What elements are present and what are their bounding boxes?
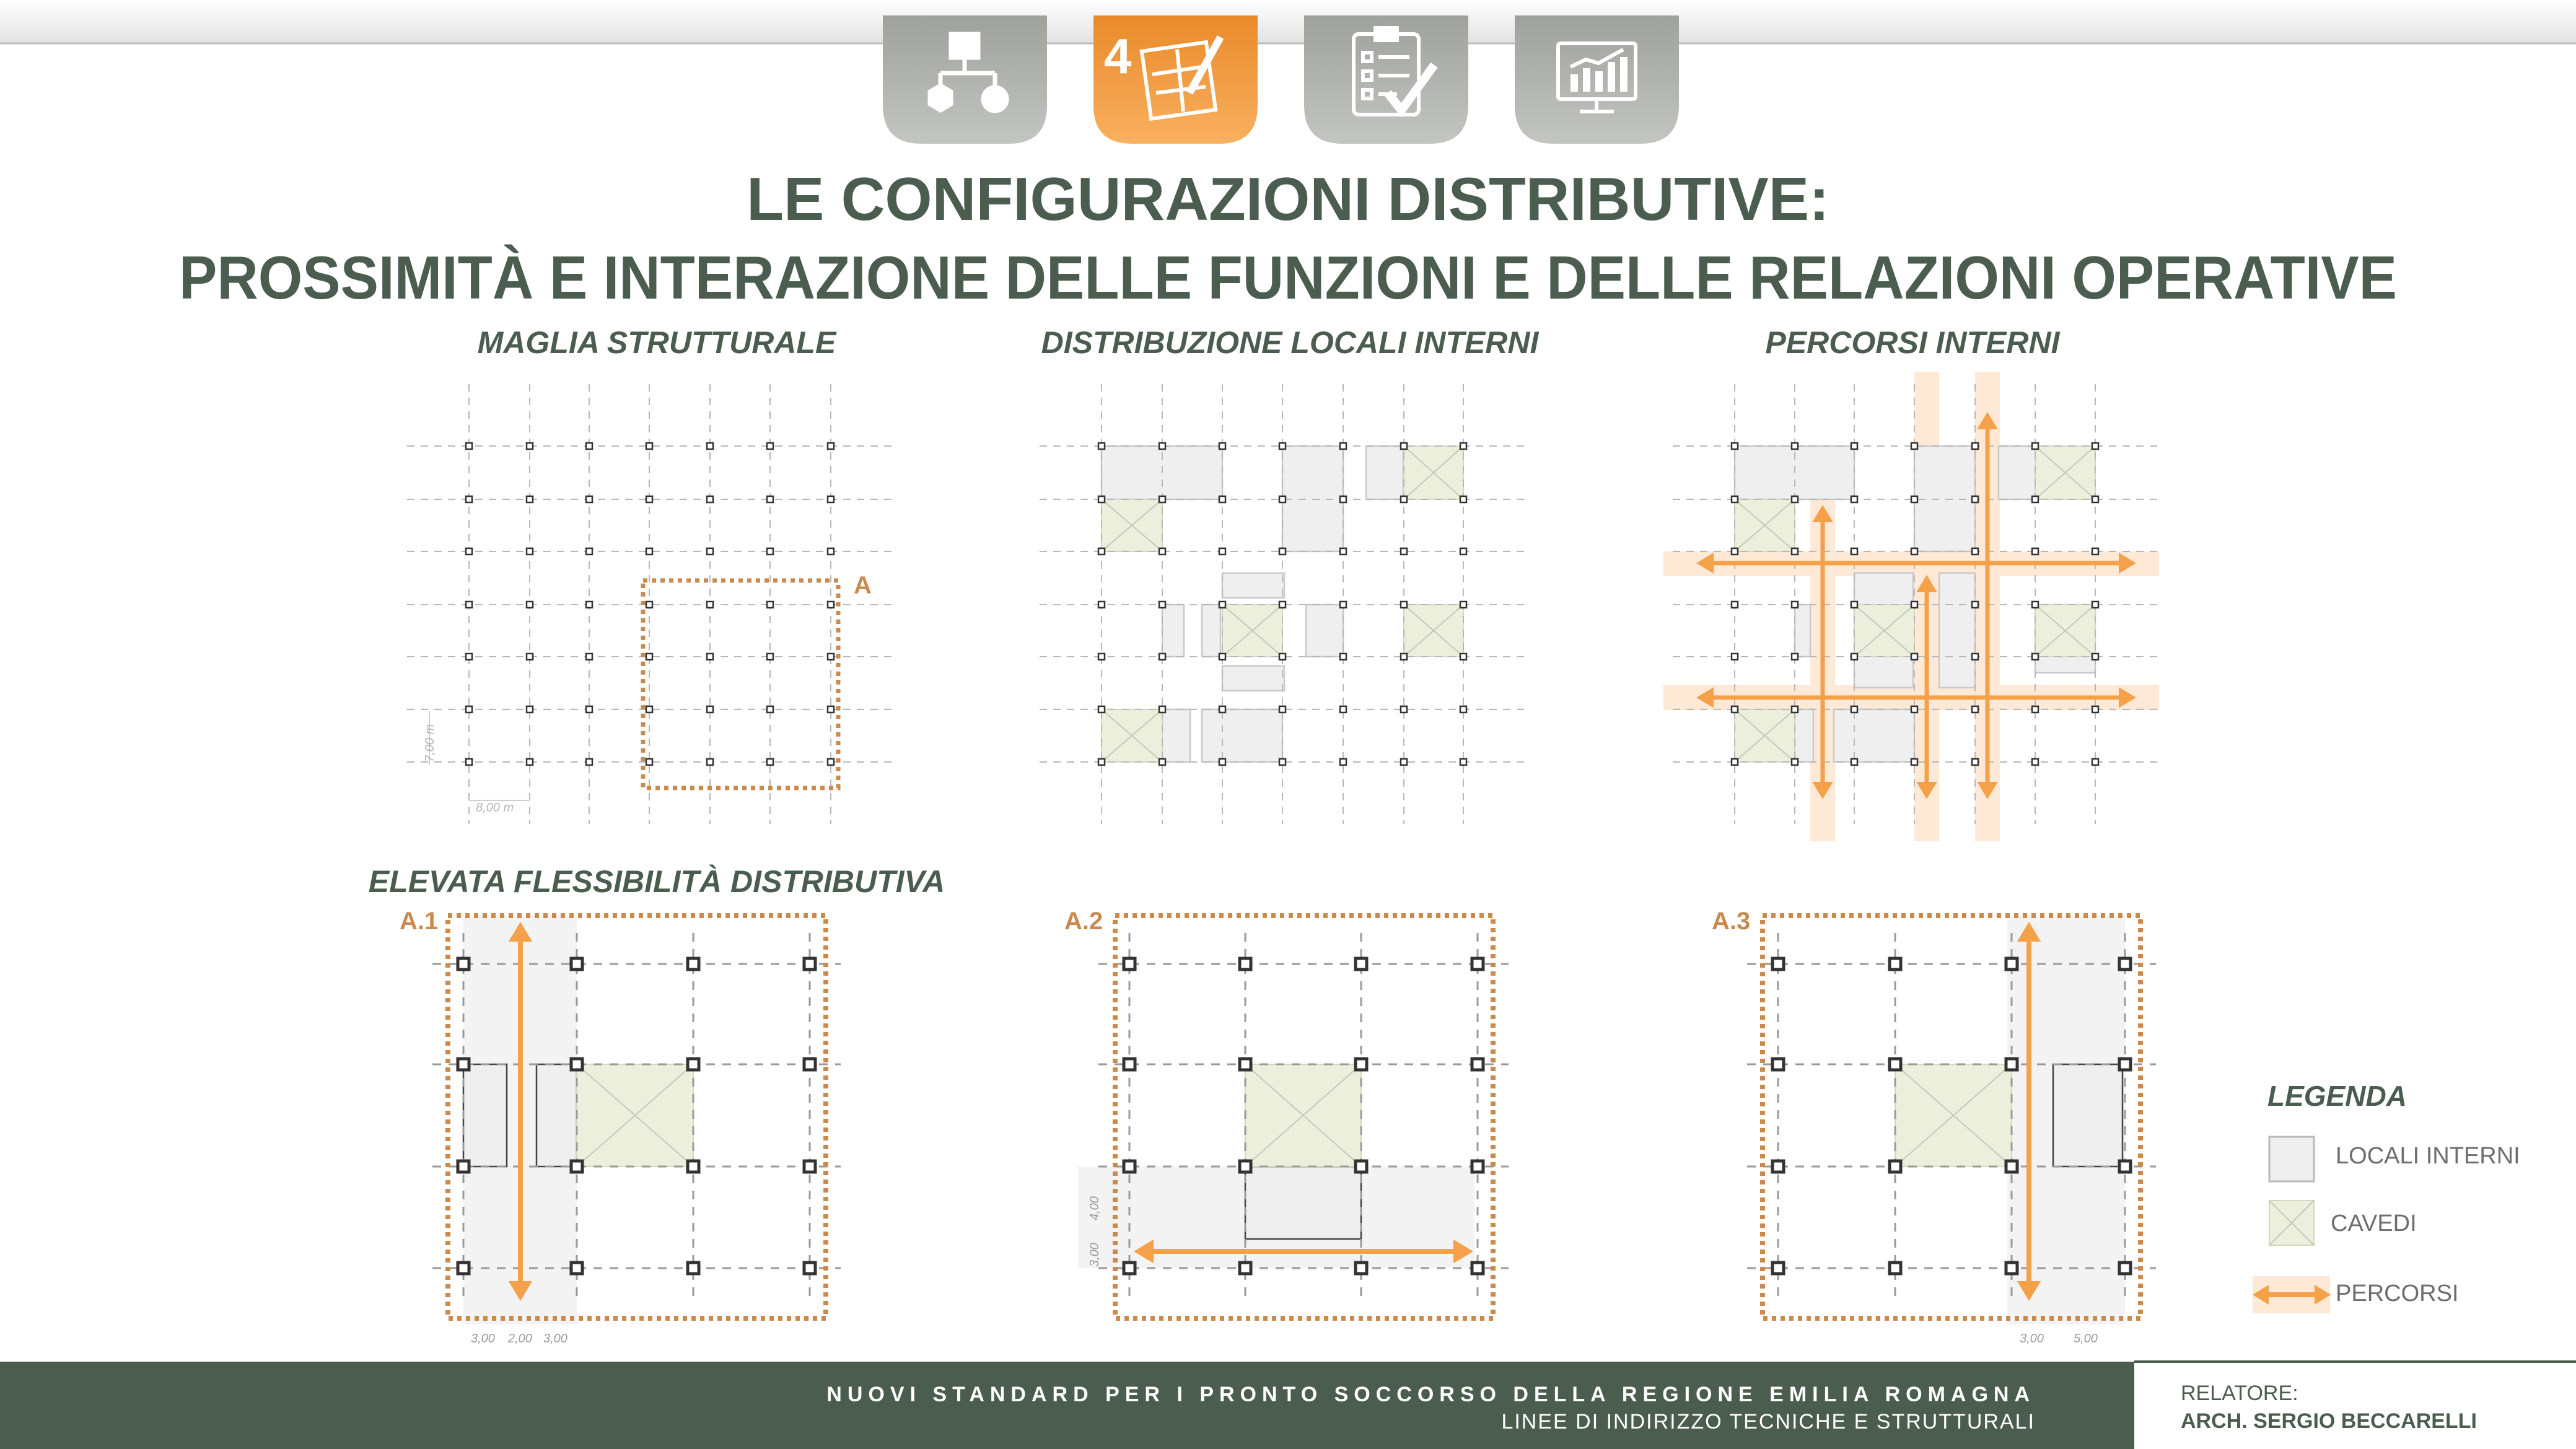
column-node	[2032, 443, 2038, 449]
column-node	[2119, 1059, 2131, 1070]
column-node	[767, 443, 773, 449]
interior-room	[1366, 446, 1403, 499]
column-node	[2032, 496, 2038, 502]
column-node	[1240, 1161, 1251, 1172]
column-node	[1772, 1161, 1784, 1172]
column-node	[1401, 496, 1407, 502]
detail-a2-label: A.2	[1064, 908, 1103, 935]
column-node	[1219, 496, 1225, 502]
column-node	[1911, 496, 1917, 502]
column-node	[1159, 496, 1165, 502]
column-node	[804, 1263, 815, 1274]
column-node	[2092, 602, 2098, 608]
column-node	[1732, 602, 1738, 608]
column-node	[1460, 759, 1466, 765]
column-node	[804, 958, 815, 970]
column-node	[571, 1263, 582, 1274]
column-node	[1460, 548, 1466, 554]
legend-path-label: PERCORSI	[2336, 1280, 2459, 1307]
column-node	[1732, 548, 1738, 554]
column-node	[1159, 654, 1165, 660]
column-node	[707, 706, 713, 712]
column-node	[527, 602, 533, 608]
column-node	[646, 759, 652, 765]
column-node	[586, 759, 592, 765]
legend	[2253, 1080, 2520, 1313]
column-node	[1792, 443, 1798, 449]
interior-room	[1222, 666, 1284, 691]
interior-room	[1834, 709, 1914, 762]
column-node	[1851, 759, 1857, 765]
column-node	[1159, 443, 1165, 449]
column-node	[458, 1059, 469, 1070]
detail-a1-diagram	[400, 908, 841, 1346]
detail-a2-diagram	[1064, 908, 1509, 1318]
a3-dim-1: 3,00	[2020, 1332, 2044, 1346]
page-title-line1: LE CONFIGURAZIONI DISTRIBUTIVE:	[747, 165, 1829, 233]
column-node	[1124, 1059, 1135, 1070]
column-node	[1732, 654, 1738, 660]
column-node	[707, 548, 713, 554]
internal-paths-diagram	[1663, 372, 2159, 841]
column-node	[466, 759, 472, 765]
top-bar	[0, 0, 2576, 43]
interior-room	[1795, 709, 1813, 762]
panel-title-percorsi: PERCORSI INTERNI	[1765, 325, 2060, 360]
step-number: 4	[1104, 28, 1132, 84]
column-node	[2006, 958, 2017, 970]
column-node	[1124, 1263, 1135, 1274]
column-node	[1401, 602, 1407, 608]
column-node	[1851, 443, 1857, 449]
column-node	[767, 654, 773, 660]
interior-room	[1162, 605, 1184, 657]
column-node	[767, 548, 773, 554]
legend-path-swatch	[2253, 1276, 2331, 1313]
flex-title: ELEVATA FLESSIBILITÀ DISTRIBUTIVA	[368, 864, 945, 899]
column-node	[1472, 1059, 1483, 1070]
legend-shaft-swatch	[2269, 1201, 2314, 1245]
column-node	[804, 1161, 815, 1172]
footer-subtitle: LINEE DI INDIRIZZO TECNICHE E STRUTTURALI	[1501, 1410, 2035, 1434]
column-node	[646, 443, 652, 449]
a1-dim-3: 3,00	[543, 1332, 567, 1346]
column-node	[2032, 654, 2038, 660]
a2-dim-2: 3,00	[1088, 1243, 1102, 1267]
column-node	[707, 443, 713, 449]
column-node	[1472, 1161, 1483, 1172]
column-node	[1732, 443, 1738, 449]
column-node	[1340, 759, 1346, 765]
column-node	[1851, 654, 1857, 660]
column-node	[466, 706, 472, 712]
column-node	[1401, 759, 1407, 765]
column-node	[1159, 706, 1165, 712]
column-node	[2119, 958, 2131, 970]
column-node	[466, 654, 472, 660]
column-node	[1972, 654, 1978, 660]
column-node	[1460, 496, 1466, 502]
interior-room	[2053, 1064, 2123, 1167]
interior-room	[537, 1064, 577, 1167]
column-node	[1340, 548, 1346, 554]
column-node	[1279, 548, 1286, 554]
column-node	[458, 1161, 469, 1172]
interior-room	[1222, 573, 1284, 598]
column-node	[1098, 443, 1105, 449]
column-node	[1340, 443, 1346, 449]
column-node	[1401, 548, 1407, 554]
dim-vertical-label: 7,00 m	[423, 724, 437, 762]
column-node	[1219, 654, 1225, 660]
legend-room-label: LOCALI INTERNI	[2336, 1143, 2520, 1169]
column-node	[586, 706, 592, 712]
column-node	[1124, 1161, 1135, 1172]
interior-room	[1245, 1167, 1361, 1239]
area-a-label: A	[854, 572, 872, 599]
legend-title: LEGENDA	[2267, 1080, 2407, 1112]
column-node	[1732, 706, 1738, 712]
column-node	[1219, 706, 1225, 712]
column-node	[1732, 496, 1738, 502]
column-node	[1279, 759, 1286, 765]
interior-room	[463, 1064, 507, 1167]
column-node	[1851, 602, 1857, 608]
column-node	[1792, 759, 1798, 765]
column-node	[571, 1059, 582, 1070]
column-node	[828, 602, 834, 608]
column-node	[1792, 548, 1798, 554]
column-node	[2092, 443, 2098, 449]
column-node	[2092, 654, 2098, 660]
column-node	[1159, 602, 1165, 608]
column-node	[1098, 548, 1105, 554]
column-node	[1911, 443, 1917, 449]
column-node	[1356, 1161, 1367, 1172]
column-node	[646, 706, 652, 712]
column-node	[828, 654, 834, 660]
nav-tab-structure[interactable]	[883, 15, 1047, 144]
column-node	[1340, 654, 1346, 660]
column-node	[1911, 654, 1917, 660]
column-node	[527, 548, 533, 554]
column-node	[2006, 1059, 2017, 1070]
nav-tab-checklist[interactable]	[1304, 15, 1468, 144]
column-node	[1356, 1263, 1367, 1274]
column-node	[1240, 958, 1251, 970]
a3-dim-2: 5,00	[2074, 1332, 2098, 1346]
column-node	[646, 548, 652, 554]
panel-title-maglia: MAGLIA STRUTTURALE	[477, 325, 836, 360]
column-node	[571, 958, 582, 970]
column-node	[1911, 602, 1917, 608]
area-a-outline	[643, 580, 838, 788]
column-node	[1792, 602, 1798, 608]
column-node	[1890, 1161, 1901, 1172]
column-node	[586, 602, 592, 608]
column-node	[1279, 706, 1286, 712]
column-node	[804, 1059, 815, 1070]
column-node	[586, 443, 592, 449]
column-node	[1401, 443, 1407, 449]
footer-title: NUOVI STANDARD PER I PRONTO SOCCORSO DELLA REGIONE EMILIA ROMAGNA	[826, 1383, 2035, 1406]
column-node	[586, 654, 592, 660]
column-node	[707, 759, 713, 765]
column-node	[458, 958, 469, 970]
column-node	[828, 496, 834, 502]
column-node	[1124, 958, 1135, 970]
column-node	[527, 443, 533, 449]
column-node	[1792, 654, 1798, 660]
footer	[0, 1362, 2576, 1449]
column-node	[1792, 706, 1798, 712]
column-node	[1219, 602, 1225, 608]
detail-a1-label: A.1	[400, 908, 439, 935]
column-node	[466, 602, 472, 608]
column-node	[1472, 1263, 1483, 1274]
column-node	[767, 496, 773, 502]
column-node	[707, 654, 713, 660]
column-node	[1219, 548, 1225, 554]
column-node	[1972, 602, 1978, 608]
column-node	[1356, 958, 1367, 970]
column-node	[2032, 706, 2038, 712]
column-node	[527, 496, 533, 502]
legend-shaft-label: CAVEDI	[2331, 1210, 2417, 1237]
column-node	[1356, 1059, 1367, 1070]
nav-tab-monitor[interactable]	[1515, 15, 1679, 144]
column-node	[1159, 548, 1165, 554]
column-node	[1851, 706, 1857, 712]
column-node	[828, 759, 834, 765]
column-node	[586, 496, 592, 502]
interior-room	[1306, 605, 1343, 657]
column-node	[767, 602, 773, 608]
column-node	[1098, 759, 1105, 765]
column-node	[707, 602, 713, 608]
column-node	[2092, 548, 2098, 554]
column-node	[2006, 1161, 2017, 1172]
column-node	[571, 1161, 582, 1172]
column-node	[2119, 1263, 2131, 1274]
column-node	[767, 706, 773, 712]
column-node	[527, 759, 533, 765]
column-node	[1890, 1059, 1901, 1070]
panel-title-distribuzione: DISTRIBUZIONE LOCALI INTERNI	[1041, 325, 1539, 360]
column-node	[1890, 958, 1901, 970]
column-node	[1240, 1059, 1251, 1070]
column-node	[2032, 548, 2038, 554]
column-node	[646, 496, 652, 502]
column-node	[466, 443, 472, 449]
column-node	[2032, 759, 2038, 765]
column-node	[828, 548, 834, 554]
nav-tab-step-4[interactable]	[1093, 15, 1258, 144]
detail-a3-label: A.3	[1712, 908, 1751, 935]
column-node	[2032, 602, 2038, 608]
column-node	[1219, 443, 1225, 449]
column-node	[828, 443, 834, 449]
column-node	[586, 548, 592, 554]
column-node	[1340, 496, 1346, 502]
column-node	[1772, 1263, 1784, 1274]
column-node	[466, 496, 472, 502]
column-node	[1972, 759, 1978, 765]
a2-dim-1: 4,00	[1088, 1196, 1102, 1220]
column-node	[1219, 759, 1225, 765]
column-node	[646, 602, 652, 608]
column-node	[1972, 706, 1978, 712]
column-node	[688, 1263, 699, 1274]
column-node	[1911, 548, 1917, 554]
column-node	[688, 1161, 699, 1172]
column-node	[1279, 654, 1286, 660]
column-node	[1890, 1263, 1901, 1274]
column-node	[1911, 759, 1917, 765]
column-node	[1732, 759, 1738, 765]
relatore-label: RELATORE:	[2181, 1381, 2298, 1405]
column-node	[1472, 958, 1483, 970]
column-node	[527, 654, 533, 660]
column-node	[1340, 602, 1346, 608]
column-node	[1098, 654, 1105, 660]
relatore-name: ARCH. SERGIO BECCARELLI	[2181, 1409, 2477, 1433]
dim-horizontal-label: 8,00 m	[476, 801, 514, 815]
interior-room	[1939, 573, 1975, 688]
column-node	[2092, 706, 2098, 712]
column-node	[1279, 602, 1286, 608]
column-node	[1401, 706, 1407, 712]
column-node	[1772, 1059, 1784, 1070]
column-node	[1972, 496, 1978, 502]
column-node	[1279, 496, 1286, 502]
column-node	[1460, 602, 1466, 608]
interior-room	[1202, 709, 1282, 762]
column-node	[1401, 654, 1407, 660]
column-node	[1972, 548, 1978, 554]
column-node	[828, 706, 834, 712]
column-node	[1851, 496, 1857, 502]
column-node	[2119, 1161, 2131, 1172]
column-node	[466, 548, 472, 554]
column-node	[688, 1059, 699, 1070]
column-node	[527, 706, 533, 712]
column-node	[1972, 443, 1978, 449]
column-node	[1098, 706, 1105, 712]
a1-dim-2: 2,00	[508, 1332, 532, 1346]
column-node	[1460, 654, 1466, 660]
column-node	[458, 1263, 469, 1274]
column-node	[2006, 1263, 2017, 1274]
column-node	[1851, 548, 1857, 554]
column-node	[1159, 759, 1165, 765]
column-node	[1240, 1263, 1251, 1274]
column-node	[1460, 443, 1466, 449]
column-node	[1792, 496, 1798, 502]
room-distribution-diagram	[1040, 384, 1525, 824]
column-node	[1098, 496, 1105, 502]
column-node	[707, 496, 713, 502]
column-node	[1460, 706, 1466, 712]
column-node	[1340, 706, 1346, 712]
interior-room	[1999, 446, 2036, 499]
column-node	[2092, 496, 2098, 502]
detail-a3-diagram	[1712, 908, 2156, 1346]
interior-room	[1162, 709, 1190, 762]
a1-dim-1: 3,00	[471, 1332, 495, 1346]
interior-room	[1795, 605, 1810, 657]
column-node	[767, 759, 773, 765]
column-node	[1911, 706, 1917, 712]
structural-grid-diagram	[407, 384, 893, 824]
page-title-line2: PROSSIMITÀ E INTERAZIONE DELLE FUNZIONI E DELLE RELAZIONI OPERATIVE	[179, 243, 2397, 312]
legend-room-swatch	[2269, 1137, 2314, 1181]
column-node	[1098, 602, 1105, 608]
column-node	[688, 958, 699, 970]
column-node	[1772, 958, 1784, 970]
column-node	[2092, 759, 2098, 765]
column-node	[646, 654, 652, 660]
column-node	[1279, 443, 1286, 449]
interior-room	[1202, 605, 1220, 657]
